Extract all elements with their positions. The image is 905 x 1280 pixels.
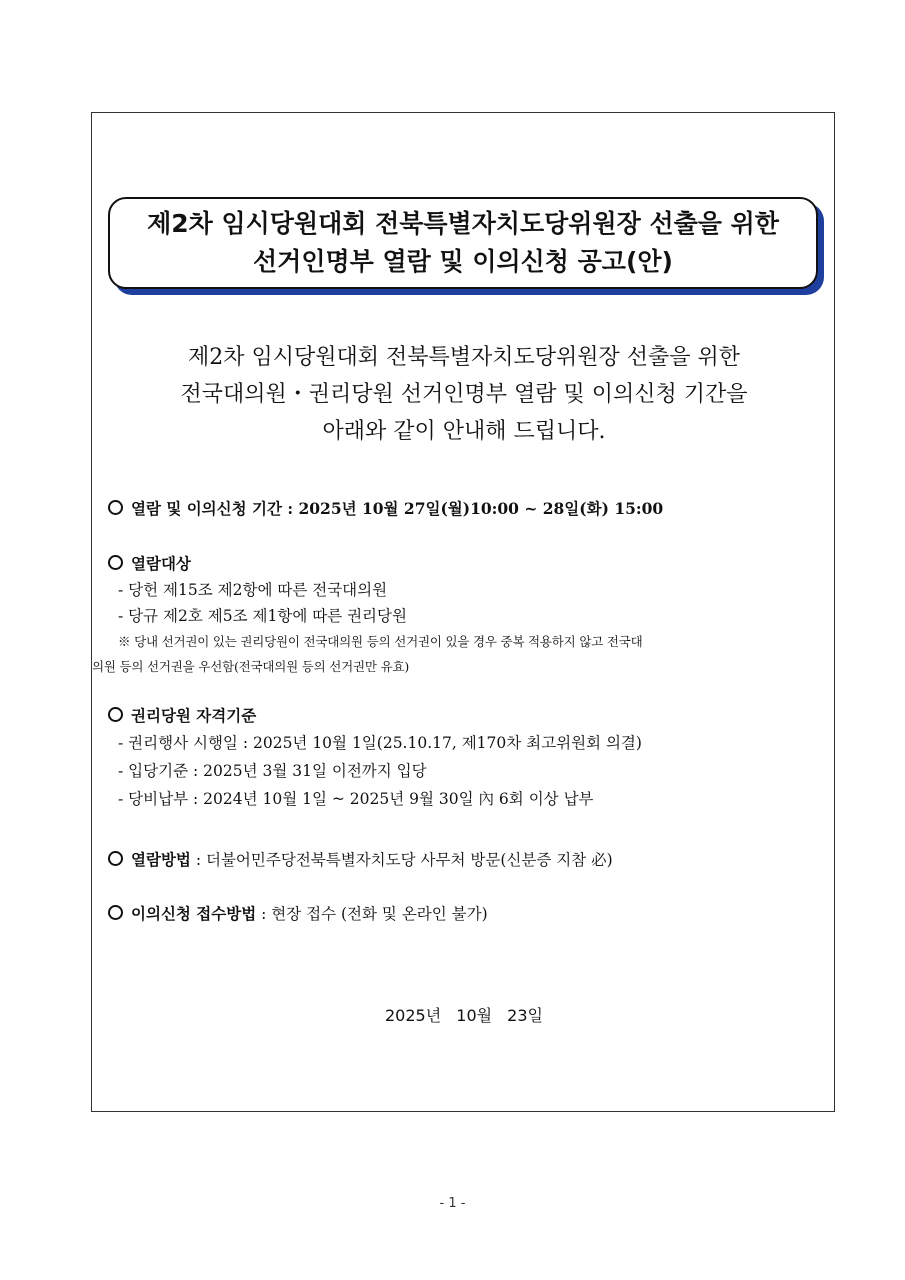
- title-block: [108, 197, 824, 297]
- objection-section: [108, 901, 824, 927]
- targets-item-1: - 당헌 제15조 제2항에 따른 전국대의원: [118, 581, 388, 599]
- intro-line-3: 아래와 같이 안내해 드립니다.: [322, 419, 606, 444]
- targets-item-2: - 당규 제2호 제5조 제1항에 따른 권리당원: [118, 607, 407, 625]
- method-text: : 더불어민주당전북특별자치도당 사무처 방문(신분증 지참 必): [190, 851, 613, 869]
- criteria-item-1: - 권리행사 시행일 : 2025년 10월 1일(25.10.17, 제170차 최고위원회 의결): [118, 734, 642, 752]
- bullet-circle-icon: [108, 851, 123, 866]
- title-line-1: 제2차 임시당원대회 전북특별자치도당위원장 선출을 위한: [147, 209, 779, 238]
- criteria-section: [108, 703, 824, 813]
- criteria-heading: 권리당원 자격기준: [131, 706, 257, 725]
- period-text: 열람 및 이의신청 기간 : 2025년 10월 27일(월)10:00 ~ 28일(화) 15:00: [131, 499, 664, 518]
- bullet-circle-icon: [108, 707, 123, 722]
- page-number: - 1 -: [439, 1196, 466, 1211]
- targets-note-line-2: 의원 등의 선거권을 우선함(전국대의원 등의 선거권만 유효): [92, 659, 409, 674]
- intro-line-1: 제2차 임시당원대회 전북특별자치도당위원장 선출을 위한: [187, 345, 741, 370]
- intro-paragraph: [112, 339, 816, 450]
- title-box: [108, 197, 818, 289]
- objection-text: : 현장 접수 (전화 및 온라인 불가): [256, 905, 488, 923]
- notice-date: 2025년 10월 23일: [385, 1006, 543, 1025]
- period-section: [108, 496, 824, 522]
- method-heading: 열람방법: [131, 850, 191, 869]
- bullet-circle-icon: [108, 905, 123, 920]
- method-section: [108, 847, 824, 873]
- targets-heading: 열람대상: [131, 554, 191, 573]
- targets-note-line-1: ※ 당내 선거권이 있는 권리당원이 전국대의원 등의 선거권이 있을 경우 중복 적용하지 않고 전국대: [118, 634, 643, 649]
- bullet-circle-icon: [108, 500, 123, 515]
- bullet-circle-icon: [108, 555, 123, 570]
- intro-line-2: 전국대의원・권리당원 선거인명부 열람 및 이의신청 기간을: [180, 382, 748, 407]
- criteria-item-3: - 당비납부 : 2024년 10월 1일 ~ 2025년 9월 30일 內 6회 이상 납부: [118, 790, 594, 808]
- title-line-2: 선거인명부 열람 및 이의신청 공고(안): [253, 247, 673, 276]
- targets-section: [92, 551, 824, 679]
- objection-heading: 이의신청 접수방법: [131, 904, 257, 923]
- criteria-item-2: - 입당기준 : 2025년 3월 31일 이전까지 입당: [118, 762, 427, 780]
- notice-frame: [91, 112, 835, 1112]
